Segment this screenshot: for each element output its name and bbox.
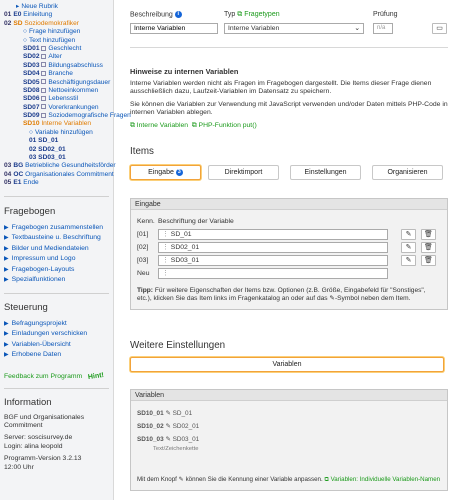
feedback-link[interactable]: Feedback zum Programm Hint! xyxy=(4,371,105,381)
drag-handle-icon: ⋮ xyxy=(162,270,169,277)
triangle-icon: ▶ xyxy=(4,320,9,327)
drag-handle-icon: ⋮ xyxy=(162,257,169,264)
menu-item[interactable]: ▶ Impressum und Logo xyxy=(4,255,76,263)
tree-var-3[interactable]: 03 SD03_01 xyxy=(29,154,66,162)
tree-var-1[interactable]: 01 SD_01 xyxy=(29,137,59,145)
triangle-icon: ▶ xyxy=(4,277,9,284)
variable-label-input[interactable]: ⋮ SD_01 xyxy=(158,229,388,240)
menu-item[interactable]: ▶ Fragebogen-Layouts xyxy=(4,265,75,273)
trash-icon: 🗑 xyxy=(424,231,433,238)
edit-icon[interactable]: ✎ xyxy=(165,423,171,430)
triangle-icon: ▶ xyxy=(4,245,9,252)
question-type-icon xyxy=(41,104,46,109)
hints-paragraph-2: Sie können die Variablen zur Verwendung mit JavaScript verwenden und/oder Daten mittels PHP-Code in internen Variablen ablegen. xyxy=(130,100,448,117)
edit-button[interactable] xyxy=(401,255,416,266)
tab-direktimport[interactable]: Direktimport xyxy=(208,165,279,180)
section-title-fragebogen: Fragebogen xyxy=(4,205,56,217)
type-note: Text/Zeichenkette xyxy=(153,446,199,452)
triangle-icon: ▶ xyxy=(4,235,9,242)
add-variable-link[interactable]: ○ Variable hinzufügen xyxy=(29,128,93,136)
tree-item-sd09[interactable]: SD09 Soziodemografische Fragen xyxy=(23,112,131,120)
menu-item[interactable]: ▶ Bilder und Mediendateien xyxy=(4,244,89,252)
typ-select[interactable]: Interne Variablen ⌄ xyxy=(224,23,364,34)
edit-icon: ✎ xyxy=(329,295,335,303)
interne-variablen-link[interactable]: ⧉ Interne Variablen xyxy=(130,121,189,129)
circle-icon: ○ xyxy=(23,36,27,44)
drag-handle-icon: ⋮ xyxy=(162,244,169,251)
eingabe-panel-title: Eingabe xyxy=(131,199,447,210)
fragebogen-menu xyxy=(0,223,113,286)
tree-item-sd08[interactable]: SD08 Nettoeinkommen xyxy=(23,86,99,94)
question-type-icon xyxy=(41,54,46,59)
tree-item-sd05[interactable]: SD05 Beschäftigungsdauer xyxy=(23,78,111,86)
new-rubric-link[interactable]: ▸ Neue Rubrik xyxy=(16,3,58,10)
edit-icon[interactable]: ✎ xyxy=(165,436,171,443)
delete-button[interactable] xyxy=(421,229,436,240)
question-type-icon xyxy=(41,79,46,84)
feedback-logo: Hint! xyxy=(87,371,105,381)
triangle-icon: ▶ xyxy=(4,256,9,263)
menu-item[interactable]: ▶ Erhobene Daten xyxy=(4,351,62,359)
variable-row: SD10_03 ✎ SD03_01 xyxy=(137,436,200,443)
circle-icon: ○ xyxy=(23,28,27,36)
tree-item-sd01[interactable]: SD01 Geschlecht xyxy=(23,44,82,52)
tab-eingabe[interactable]: Eingabe 3 xyxy=(130,165,201,180)
tab-organisieren[interactable]: Organisieren xyxy=(372,165,443,180)
php-put-link[interactable]: ⧉ PHP-Funktion put() xyxy=(191,121,257,129)
tree-item-sd07[interactable]: SD07 Vorerkrankungen xyxy=(23,103,99,111)
rubric-sd[interactable]: 02 SD Soziodemokrafiker xyxy=(4,19,79,27)
rubric-oc[interactable]: 04 OC Organisationales Commitment xyxy=(4,170,114,178)
question-type-icon xyxy=(41,71,46,76)
edit-button[interactable] xyxy=(401,229,416,240)
comment-icon: ▭ xyxy=(436,25,443,32)
tree-item-sd03[interactable]: SD03 Bildungsabschluss xyxy=(23,61,103,69)
pruefung-label: Prüfung xyxy=(373,11,398,18)
circle-icon: ○ xyxy=(29,128,33,136)
triangle-icon: ▶ xyxy=(4,341,9,348)
fragetypen-link[interactable]: ⧉ Fragetypen xyxy=(237,11,280,18)
variable-label-input[interactable]: ⋮ SD03_01 xyxy=(158,255,388,266)
row-kenn: [01] xyxy=(137,231,149,238)
pruefung-field[interactable]: n/a xyxy=(373,23,393,34)
column-beschriftung: Beschriftung der Variable xyxy=(158,218,234,225)
variablen-panel-title: Variablen xyxy=(131,390,447,401)
hints-title: Hinweise zu internen Variablen xyxy=(130,67,239,76)
variablen-panel xyxy=(130,389,448,491)
section-title-information: Information xyxy=(4,396,52,408)
row-kenn: [03] xyxy=(137,257,149,264)
question-type-icon xyxy=(41,113,46,118)
variable-row: SD10_01 ✎ SD_01 xyxy=(137,410,193,417)
hints-paragraph-1: Interne Variablen werden nicht als Fragen im Fragebogen dargestellt. Die Items dieser Frage dienen ausschließlich dazu, Laufzeit-Variablen im Datensatz zu speichern. xyxy=(130,80,432,96)
beschreibung-label: Beschreibung i xyxy=(130,11,182,18)
menu-item[interactable]: ▶ Fragebogen zusammenstellen xyxy=(4,223,104,231)
triangle-icon: ▶ xyxy=(4,352,9,359)
row-kenn: [02] xyxy=(137,244,149,251)
menu-item[interactable]: ▶ Befragungsprojekt xyxy=(4,319,67,327)
menu-item[interactable]: ▶ Spezialfunktionen xyxy=(4,276,66,284)
edit-button[interactable] xyxy=(401,242,416,253)
edit-icon[interactable]: ✎ xyxy=(165,410,171,417)
drag-handle-icon: ⋮ xyxy=(162,231,169,238)
variablen-button[interactable]: Variablen xyxy=(130,357,444,372)
variable-label-input[interactable]: ⋮ SD02_01 xyxy=(158,242,388,253)
tree-item-sd10[interactable]: SD10 Interne Variablen xyxy=(23,120,92,128)
main-content xyxy=(122,0,458,500)
menu-item[interactable]: ▶ Einladungen verschicken xyxy=(4,330,88,338)
information-text: BGF und Organisationales Commitment Server: soscisurvey.de Login: alina leopold Programm-Version 3.2.13 12:00 Uhr xyxy=(4,413,85,471)
section-title-steuerung: Steuerung xyxy=(4,301,48,313)
add-text-link[interactable]: ○ Text hinzufügen xyxy=(23,36,76,44)
menu-item[interactable]: ▶ Variablen-Übersicht xyxy=(4,340,71,348)
delete-button[interactable] xyxy=(421,255,436,266)
variablen-footer: Mit dem Knopf ✎ können Sie die Kennung einer Variable anpassen. ⧉ Variablen: Individuelle Variablen-Namen xyxy=(137,476,441,483)
info-icon[interactable]: i xyxy=(175,11,182,18)
add-icon: ▸ xyxy=(16,3,20,10)
tree-item-sd04[interactable]: SD04 Branche xyxy=(23,70,73,78)
tree-var-2[interactable]: 02 SD02_01 xyxy=(29,145,66,153)
menu-item[interactable]: ▶ Textbausteine u. Beschriftung xyxy=(4,234,101,242)
eingabe-panel xyxy=(130,198,448,310)
divider xyxy=(130,47,448,48)
delete-button[interactable] xyxy=(421,242,436,253)
tip-text: Tipp: Für weitere Eigenschaften der Items bzw. Optionen (z.B. Größe, Eingabefeld für "Sonstiges", etc.), klicken Sie das Item links im Fragenkatalog an oder auf das ✎-Symbol neben dem Item. xyxy=(137,287,426,303)
rubric-bg[interactable]: 03 BG Betriebliche Gesundheitsförder xyxy=(4,162,116,170)
tree-item-sd06[interactable]: SD06 Lebensstil xyxy=(23,95,79,103)
variablen-namen-link[interactable]: ⧉ Variablen: Individuelle Variablen-Namen xyxy=(324,476,441,483)
new-variable-input[interactable] xyxy=(158,268,388,279)
tree-item-sd02[interactable]: SD02 Alter xyxy=(23,53,62,61)
question-type-icon xyxy=(41,88,46,93)
items-heading: Items xyxy=(130,146,154,157)
edit-icon: ✎ xyxy=(178,476,184,483)
count-badge: 3 xyxy=(177,168,181,175)
steuerung-menu xyxy=(0,319,113,361)
tab-einstellungen[interactable]: Einstellungen xyxy=(290,165,361,180)
typ-label: Typ ⧉ Fragetypen xyxy=(224,11,280,18)
rubric-e0[interactable]: 01 E0 Einleitung xyxy=(4,11,53,19)
comment-button[interactable] xyxy=(432,23,447,34)
variable-row: SD10_02 ✎ SD02_01 xyxy=(137,423,200,430)
chevron-down-icon: ⌄ xyxy=(354,25,360,32)
question-type-icon xyxy=(41,96,46,101)
question-type-icon xyxy=(41,46,46,51)
edit-icon: ✎ xyxy=(405,257,412,264)
weitere-heading: Weitere Einstellungen xyxy=(130,340,226,351)
trash-icon: 🗑 xyxy=(424,257,433,264)
question-catalog-tree xyxy=(0,0,131,188)
hints-box xyxy=(130,67,448,130)
question-type-icon xyxy=(41,62,46,67)
sidebar xyxy=(0,0,131,500)
column-kenn: Kenn. xyxy=(137,218,155,225)
add-question-link[interactable]: ○ Frage hinzufügen xyxy=(23,28,81,36)
beschreibung-input[interactable] xyxy=(130,23,218,34)
edit-icon: ✎ xyxy=(405,244,412,251)
triangle-icon: ▶ xyxy=(4,266,9,273)
new-row-label: Neu xyxy=(137,270,150,277)
triangle-icon: ▶ xyxy=(4,224,9,231)
triangle-icon: ▶ xyxy=(4,331,9,338)
rubric-e1[interactable]: 05 E1 Ende xyxy=(4,179,39,187)
edit-icon: ✎ xyxy=(405,231,412,238)
trash-icon: 🗑 xyxy=(424,244,433,251)
